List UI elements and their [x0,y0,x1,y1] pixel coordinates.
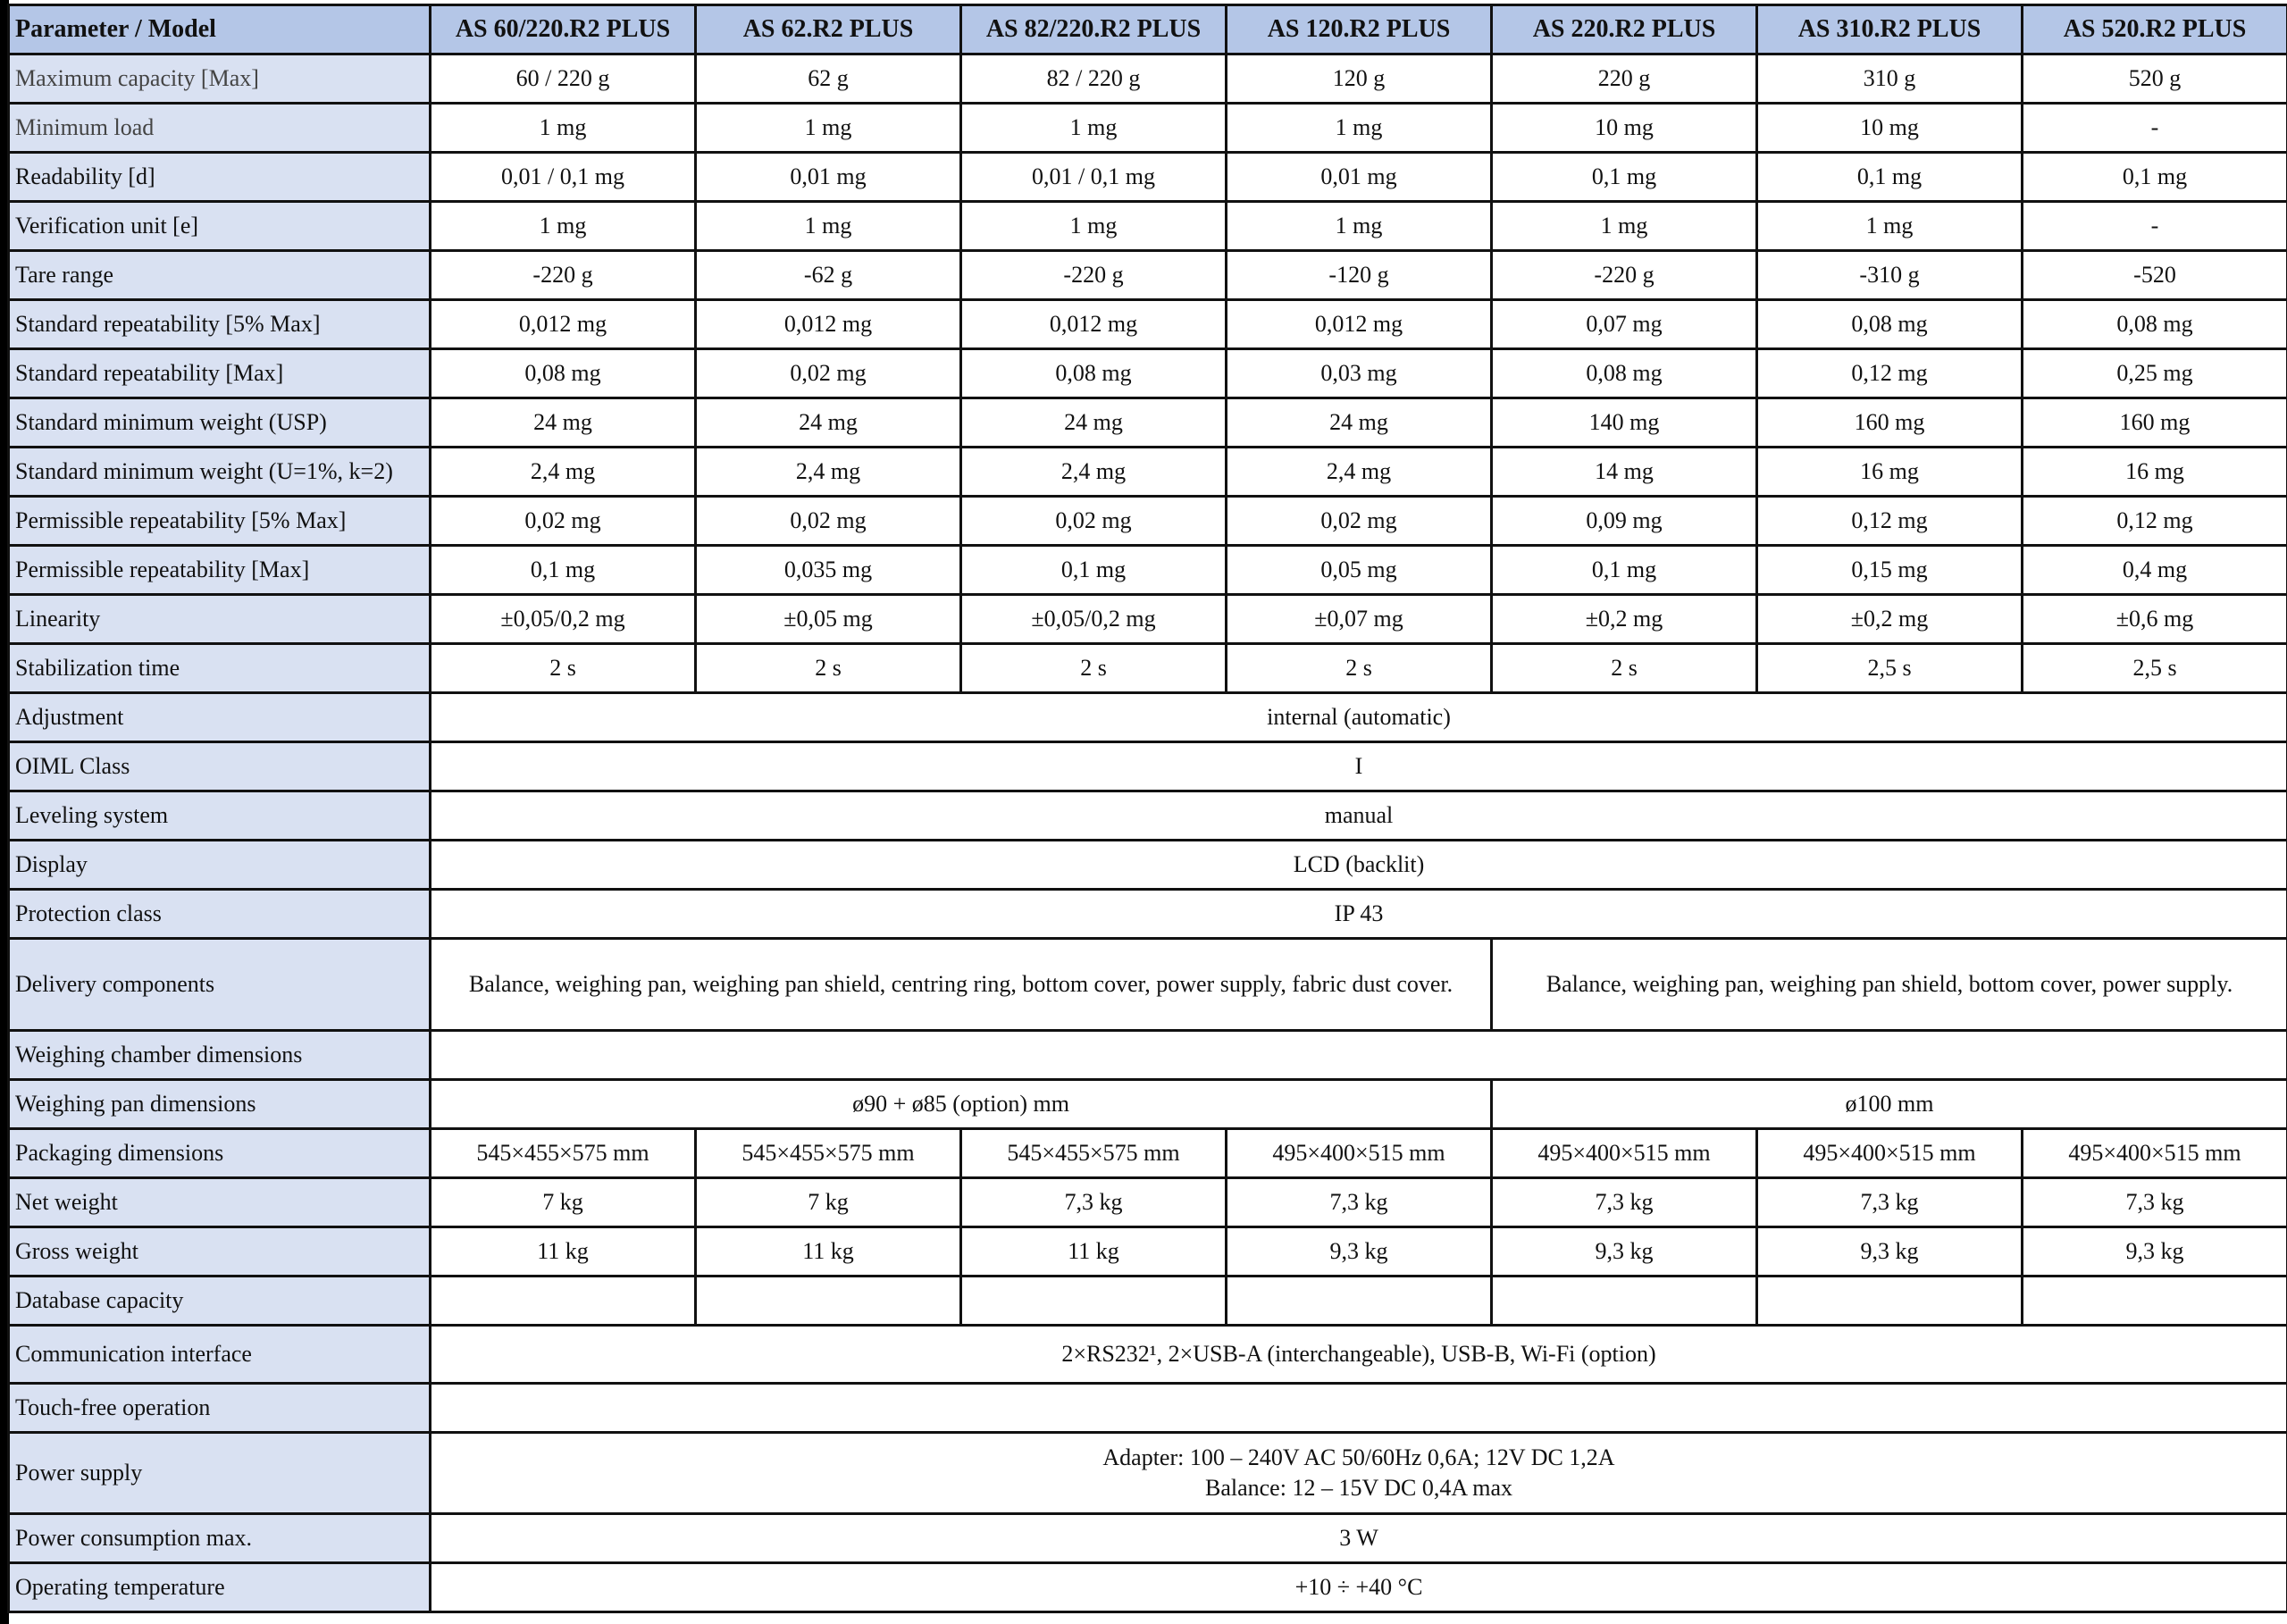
cell: 495×400×515 mm [1492,1129,1757,1178]
cell [961,1277,1227,1326]
cell: 0,12 mg [2023,497,2287,546]
row-perm-repeatability-max [9,546,2287,595]
merged-cell: +10 ÷ +40 °C [431,1563,2287,1612]
cell: 10 mg [1757,104,2023,153]
cell: 0,03 mg [1227,349,1492,398]
row-label: Communication interface [9,1326,431,1384]
merged-cell: internal (automatic) [431,693,2287,742]
cell: 14 mg [1492,448,1757,497]
cell: 0,02 mg [1227,497,1492,546]
row-label: Linearity [9,595,431,644]
cell: 0,08 mg [2023,300,2287,349]
cell: 545×455×575 mm [431,1129,696,1178]
cell: 9,3 kg [1227,1227,1492,1277]
row-perm-repeatability-5 [9,497,2287,546]
row-stabilization-time [9,644,2287,693]
cell: 24 mg [431,398,696,448]
cell: 0,02 mg [961,497,1227,546]
merged-cell: IP 43 [431,890,2287,939]
cell: 2,4 mg [1227,448,1492,497]
row-packaging-dimensions [9,1129,2287,1178]
cell: 0,4 mg [2023,546,2287,595]
merged-cell: ø100 mm [1492,1080,2287,1129]
merged-cell: Balance, weighing pan, weighing pan shield, centring ring, bottom cover, power supply, fabric dust cover. [431,939,1492,1031]
cell: 2 s [431,644,696,693]
row-weighing-chamber [9,1031,2287,1080]
cell: 1 mg [1227,104,1492,153]
row-label: Packaging dimensions [9,1129,431,1178]
cell: 0,01 / 0,1 mg [431,153,696,202]
cell: 0,02 mg [696,349,961,398]
row-operating-temperature [9,1563,2287,1612]
cell: ±0,05/0,2 mg [431,595,696,644]
cell: 2 s [1227,644,1492,693]
cell: 10 mg [1492,104,1757,153]
row-std-min-weight-usp [9,398,2287,448]
cell: 0,01 mg [1227,153,1492,202]
cell: 1 mg [431,104,696,153]
merged-cell [431,1433,2287,1514]
merged-cell: 3 W [431,1514,2287,1563]
cell: 0,15 mg [1757,546,2023,595]
cell: 2,4 mg [696,448,961,497]
cell: 0,01 mg [696,153,961,202]
cell: 1 mg [696,104,961,153]
header-row [9,5,2287,54]
cell: 7,3 kg [2023,1178,2287,1227]
row-communication-interface [9,1326,2287,1384]
cell: 0,01 / 0,1 mg [961,153,1227,202]
cell: 0,08 mg [961,349,1227,398]
cell: 0,1 mg [431,546,696,595]
cell: 1 mg [1227,202,1492,251]
row-label: Standard minimum weight (U=1%, k=2) [9,448,431,497]
cell: 495×400×515 mm [1757,1129,2023,1178]
power-balance-line: Balance: 12 – 15V DC 0,4A max [1205,1475,1512,1501]
cell: 2,5 s [1757,644,2023,693]
row-delivery-components [9,939,2287,1031]
cell: ±0,05 mg [696,595,961,644]
cell: 545×455×575 mm [696,1129,961,1178]
row-label: Power consumption max. [9,1514,431,1563]
row-label: Standard repeatability [Max] [9,349,431,398]
row-label: Display [9,841,431,890]
cell: 24 mg [696,398,961,448]
row-min-load [9,104,2287,153]
cell: 0,1 mg [1492,546,1757,595]
cell: 60 / 220 g [431,54,696,104]
row-leveling-system [9,791,2287,841]
merged-cell: ø90 + ø85 (option) mm [431,1080,1492,1129]
row-power-supply [9,1433,2287,1514]
cell: 220 g [1492,54,1757,104]
cell: 0,012 mg [696,300,961,349]
row-label: Tare range [9,251,431,300]
row-label: Weighing chamber dimensions [9,1031,431,1080]
cell: 11 kg [696,1227,961,1277]
row-tare-range [9,251,2287,300]
model-header: AS 62.R2 PLUS [696,5,961,54]
cell: -520 [2023,251,2287,300]
cell: - [2023,104,2287,153]
cell: 9,3 kg [2023,1227,2287,1277]
cell: 9,3 kg [1492,1227,1757,1277]
cell: 7,3 kg [1227,1178,1492,1227]
cell: 0,12 mg [1757,497,2023,546]
row-gross-weight [9,1227,2287,1277]
row-power-consumption [9,1514,2287,1563]
cell: 2,4 mg [961,448,1227,497]
cell: ±0,05/0,2 mg [961,595,1227,644]
row-label: Database capacity [9,1277,431,1326]
cell: 9,3 kg [1757,1227,2023,1277]
cell: 310 g [1757,54,2023,104]
row-adjustment [9,693,2287,742]
merged-cell [431,1031,2287,1080]
cell: 0,08 mg [1757,300,2023,349]
cell [696,1277,961,1326]
cell: 0,02 mg [431,497,696,546]
row-label: Touch-free operation [9,1384,431,1433]
cell: -120 g [1227,251,1492,300]
cell: 1 mg [431,202,696,251]
merged-cell: LCD (backlit) [431,841,2287,890]
row-label: Gross weight [9,1227,431,1277]
cell [2023,1277,2287,1326]
merged-cell: Balance, weighing pan, weighing pan shield, bottom cover, power supply. [1492,939,2287,1031]
cell: 0,012 mg [431,300,696,349]
cell: 7,3 kg [1492,1178,1757,1227]
cell: 11 kg [431,1227,696,1277]
cell: 0,012 mg [961,300,1227,349]
cell: 495×400×515 mm [2023,1129,2287,1178]
row-label: Protection class [9,890,431,939]
param-model-header: Parameter / Model [9,5,431,54]
cell: 82 / 220 g [961,54,1227,104]
cell: 0,012 mg [1227,300,1492,349]
row-label: Adjustment [9,693,431,742]
model-header: AS 120.R2 PLUS [1227,5,1492,54]
cell: 7,3 kg [1757,1178,2023,1227]
row-label: Verification unit [e] [9,202,431,251]
row-display [9,841,2287,890]
cell: 0,1 mg [1492,153,1757,202]
cell: -310 g [1757,251,2023,300]
row-touch-free [9,1384,2287,1433]
row-label: Minimum load [9,104,431,153]
cell [1492,1277,1757,1326]
merged-cell: I [431,742,2287,791]
cell: 2 s [696,644,961,693]
cell: ±0,2 mg [1492,595,1757,644]
cell: 0,07 mg [1492,300,1757,349]
cell: 1 mg [961,104,1227,153]
cell: -220 g [1492,251,1757,300]
cell: 520 g [2023,54,2287,104]
row-std-repeatability-5 [9,300,2287,349]
row-label: Standard minimum weight (USP) [9,398,431,448]
power-adapter-line: Adapter: 100 – 240V AC 50/60Hz 0,6A; 12V DC 1,2A [1102,1444,1615,1471]
row-label: Power supply [9,1433,431,1514]
cell: 16 mg [2023,448,2287,497]
cell: 7 kg [431,1178,696,1227]
cell: 160 mg [1757,398,2023,448]
cell: 1 mg [696,202,961,251]
row-max-capacity [9,54,2287,104]
model-header: AS 310.R2 PLUS [1757,5,2023,54]
cell: 7 kg [696,1178,961,1227]
cell: 545×455×575 mm [961,1129,1227,1178]
row-std-min-weight-u [9,448,2287,497]
cell: 7,3 kg [961,1178,1227,1227]
cell: 16 mg [1757,448,2023,497]
cell: 2,4 mg [431,448,696,497]
cell: ±0,6 mg [2023,595,2287,644]
cell: -220 g [431,251,696,300]
row-label: Leveling system [9,791,431,841]
cell: 1 mg [961,202,1227,251]
cell: 2,5 s [2023,644,2287,693]
cell: 24 mg [1227,398,1492,448]
cell: 0,1 mg [961,546,1227,595]
cell: 2 s [1492,644,1757,693]
row-label: OIML Class [9,742,431,791]
row-label: Maximum capacity [Max] [9,54,431,104]
row-label: Delivery components [9,939,431,1031]
cell: 0,05 mg [1227,546,1492,595]
merged-cell: manual [431,791,2287,841]
cell: 11 kg [961,1227,1227,1277]
cell: 24 mg [961,398,1227,448]
row-label: Permissible repeatability [Max] [9,546,431,595]
cell: 1 mg [1492,202,1757,251]
row-net-weight [9,1178,2287,1227]
cell: ±0,07 mg [1227,595,1492,644]
row-label: Stabilization time [9,644,431,693]
model-header: AS 220.R2 PLUS [1492,5,1757,54]
merged-cell [431,1384,2287,1433]
cell: 140 mg [1492,398,1757,448]
specification-table [7,4,2287,1613]
model-header: AS 60/220.R2 PLUS [431,5,696,54]
row-label: Weighing pan dimensions [9,1080,431,1129]
row-label: Net weight [9,1178,431,1227]
cell: 0,08 mg [431,349,696,398]
cell: 1 mg [1757,202,2023,251]
cell: 2 s [961,644,1227,693]
row-label: Standard repeatability [5% Max] [9,300,431,349]
cell: -220 g [961,251,1227,300]
cell: 0,12 mg [1757,349,2023,398]
row-verification-unit [9,202,2287,251]
merged-cell: 2×RS232¹, 2×USB-A (interchangeable), USB-B, Wi-Fi (option) [431,1326,2287,1384]
row-readability [9,153,2287,202]
cell: 0,1 mg [1757,153,2023,202]
row-weighing-pan [9,1080,2287,1129]
cell [431,1277,696,1326]
cell: 0,035 mg [696,546,961,595]
cell: 0,1 mg [2023,153,2287,202]
row-label: Operating temperature [9,1563,431,1612]
row-protection-class [9,890,2287,939]
row-database-capacity [9,1277,2287,1326]
cell: 62 g [696,54,961,104]
cell: 0,02 mg [696,497,961,546]
cell: 120 g [1227,54,1492,104]
cell: ±0,2 mg [1757,595,2023,644]
row-label: Permissible repeatability [5% Max] [9,497,431,546]
row-label: Readability [d] [9,153,431,202]
cell: - [2023,202,2287,251]
cell: 495×400×515 mm [1227,1129,1492,1178]
model-header: AS 82/220.R2 PLUS [961,5,1227,54]
cell: 160 mg [2023,398,2287,448]
model-header: AS 520.R2 PLUS [2023,5,2287,54]
row-linearity [9,595,2287,644]
cell: -62 g [696,251,961,300]
row-oiml-class [9,742,2287,791]
cell [1227,1277,1492,1326]
row-std-repeatability-max [9,349,2287,398]
cell [1757,1277,2023,1326]
cell: 0,25 mg [2023,349,2287,398]
cell: 0,08 mg [1492,349,1757,398]
cell: 0,09 mg [1492,497,1757,546]
